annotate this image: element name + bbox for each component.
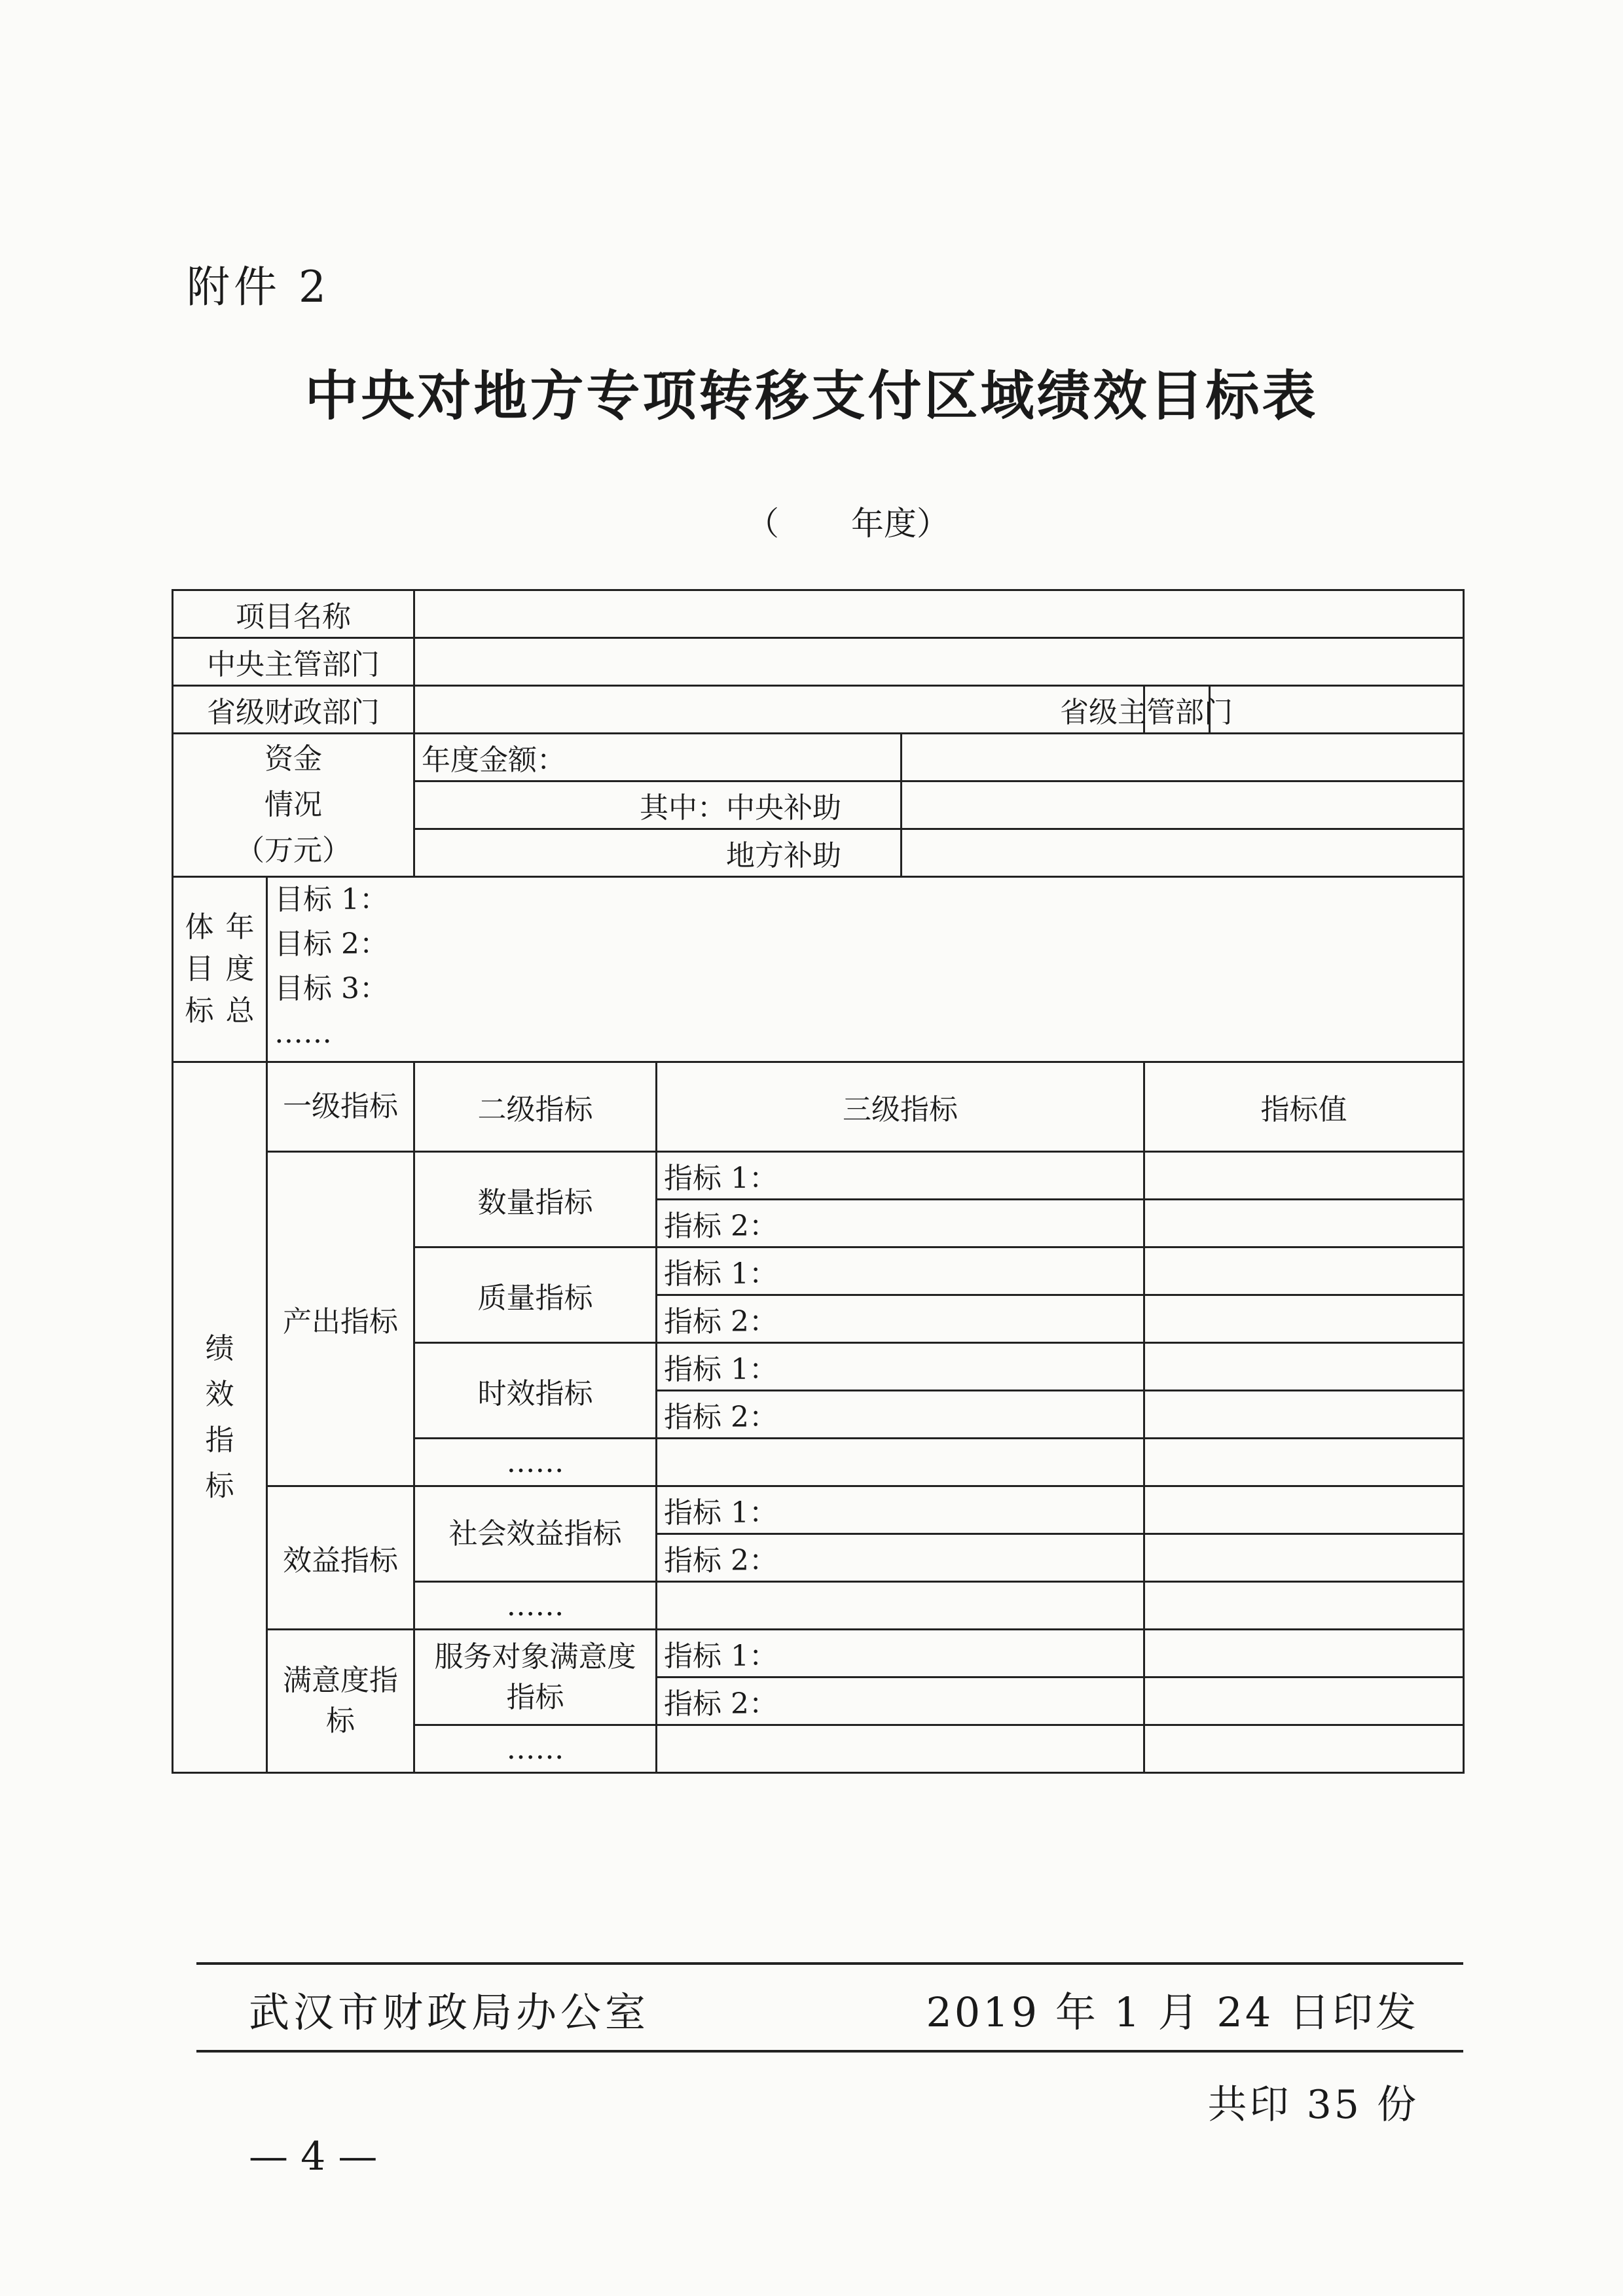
local-subsidy-value — [902, 829, 1464, 877]
row-overall-goals — [173, 877, 1464, 1062]
indicator-value — [1144, 1247, 1464, 1295]
project-name-label: 项目名称 — [173, 590, 414, 638]
overall-goal-char: 度 — [225, 952, 255, 986]
perf-char: 效 — [205, 1377, 234, 1411]
row-project-name — [173, 590, 1464, 638]
indicator-value — [1144, 1582, 1464, 1630]
indicator-name: 指标 1： — [657, 1486, 1144, 1534]
perf-char: 绩 — [205, 1331, 234, 1365]
indicator-name — [657, 1439, 1144, 1486]
row-central-dept — [173, 638, 1464, 686]
goal-item: 目标 2： — [274, 927, 388, 961]
perf-char: 标 — [205, 1469, 234, 1503]
indicator-value — [1144, 1343, 1464, 1391]
footer-top-rule — [196, 1962, 1463, 1965]
indicator-value — [1144, 1439, 1464, 1486]
row-provincial — [173, 686, 1464, 734]
col-header-value: 指标值 — [1144, 1062, 1464, 1152]
indicator-value — [1144, 1295, 1464, 1343]
row-funds-annual — [173, 734, 1464, 781]
central-subsidy-label: 其中：中央补助 — [414, 781, 902, 829]
indicator-name — [657, 1582, 1144, 1630]
col-header-level1: 一级指标 — [267, 1062, 414, 1152]
annual-amount-value — [902, 734, 1464, 781]
indicator-name: 指标 2： — [657, 1534, 1144, 1582]
indicator-name: 指标 2： — [657, 1677, 1144, 1725]
overall-goal-char: 总 — [225, 994, 255, 1028]
local-subsidy-label: 地方补助 — [414, 829, 902, 877]
footer-bottom-rule — [196, 2050, 1463, 2053]
central-dept-label: 中央主管部门 — [173, 638, 414, 686]
service-satisfaction-label: 服务对象满意度指标 — [414, 1630, 657, 1725]
indicator-value — [1144, 1152, 1464, 1200]
goal-item: 目标 1： — [274, 883, 388, 916]
funds-label-line-3: （万元） — [236, 834, 351, 867]
indicator-value — [1144, 1391, 1464, 1439]
indicator-name: 指标 2： — [657, 1200, 1144, 1247]
goal-item: …… — [274, 1016, 332, 1050]
satisfaction-indicator-label: 满意度指标 — [267, 1630, 414, 1773]
timeliness-indicator-label: 时效指标 — [414, 1343, 657, 1439]
goal-item: 目标 3： — [274, 972, 388, 1005]
provincial-finance-value — [414, 686, 1144, 734]
project-name-value — [414, 590, 1464, 638]
indicator-name: 指标 1： — [657, 1630, 1144, 1677]
indicator-name: 指标 1： — [657, 1247, 1144, 1295]
indicator-name — [657, 1725, 1144, 1773]
copies-count: 共印 35 份 — [1207, 2082, 1419, 2128]
goals-cell — [267, 877, 1464, 1062]
indicator-value — [1144, 1630, 1464, 1677]
issue-date: 2019 年 1 月 24 日印发 — [926, 1988, 1419, 2036]
provincial-dept-text: 省级主管部门 — [1060, 696, 1233, 729]
page-number: — 4 — — [249, 2134, 378, 2179]
col-header-level2: 二级指标 — [414, 1062, 657, 1152]
col-header-level3: 三级指标 — [657, 1062, 1144, 1152]
provincial-dept-value — [1210, 686, 1464, 734]
table-row — [173, 1630, 1464, 1677]
overall-goal-char: 体 — [185, 910, 214, 944]
attachment-label: 附件 2 — [187, 262, 330, 312]
annual-amount-label: 年度金额： — [414, 734, 902, 781]
indicator-name: 指标 2： — [657, 1295, 1144, 1343]
performance-target-table — [172, 589, 1465, 1774]
provincial-finance-label: 省级财政部门 — [173, 686, 414, 734]
ellipsis-cell: …… — [414, 1725, 657, 1773]
indicator-value — [1144, 1200, 1464, 1247]
overall-goal-char: 年 — [225, 910, 255, 944]
perf-indicator-label — [173, 1062, 267, 1773]
central-subsidy-value — [902, 781, 1464, 829]
indicator-name: 指标 1： — [657, 1343, 1144, 1391]
indicator-name: 指标 1： — [657, 1152, 1144, 1200]
indicator-value — [1144, 1725, 1464, 1773]
funds-label-line-2: 情况 — [264, 788, 322, 821]
overall-goal-char: 标 — [185, 994, 214, 1028]
overall-goal-label — [173, 877, 267, 1062]
table-row — [173, 1486, 1464, 1534]
row-indicator-header — [173, 1062, 1464, 1152]
output-indicator-label: 产出指标 — [267, 1152, 414, 1486]
indicator-value — [1144, 1534, 1464, 1582]
indicator-name: 指标 2： — [657, 1391, 1144, 1439]
benefit-indicator-label: 效益指标 — [267, 1486, 414, 1630]
indicator-value — [1144, 1677, 1464, 1725]
funds-label-line-1: 资金 — [264, 742, 322, 776]
provincial-dept-label — [1060, 686, 1233, 734]
central-dept-value — [414, 638, 1464, 686]
issuer: 武汉市财政局办公室 — [249, 1988, 650, 2036]
quality-indicator-label: 质量指标 — [414, 1247, 657, 1343]
funds-label — [173, 734, 414, 877]
ellipsis-cell: …… — [414, 1582, 657, 1630]
perf-char: 指 — [205, 1423, 234, 1457]
overall-goal-char: 目 — [185, 952, 214, 986]
indicator-value — [1144, 1486, 1464, 1534]
quantity-indicator-label: 数量指标 — [414, 1152, 657, 1247]
ellipsis-cell: …… — [414, 1439, 657, 1486]
year-open-paren: （ — [746, 505, 779, 543]
year-label: 年度） — [851, 505, 949, 543]
social-benefit-label: 社会效益指标 — [414, 1486, 657, 1582]
table-row — [173, 1152, 1464, 1200]
page-title: 中央对地方专项转移支付区域绩效目标表 — [304, 365, 1319, 427]
